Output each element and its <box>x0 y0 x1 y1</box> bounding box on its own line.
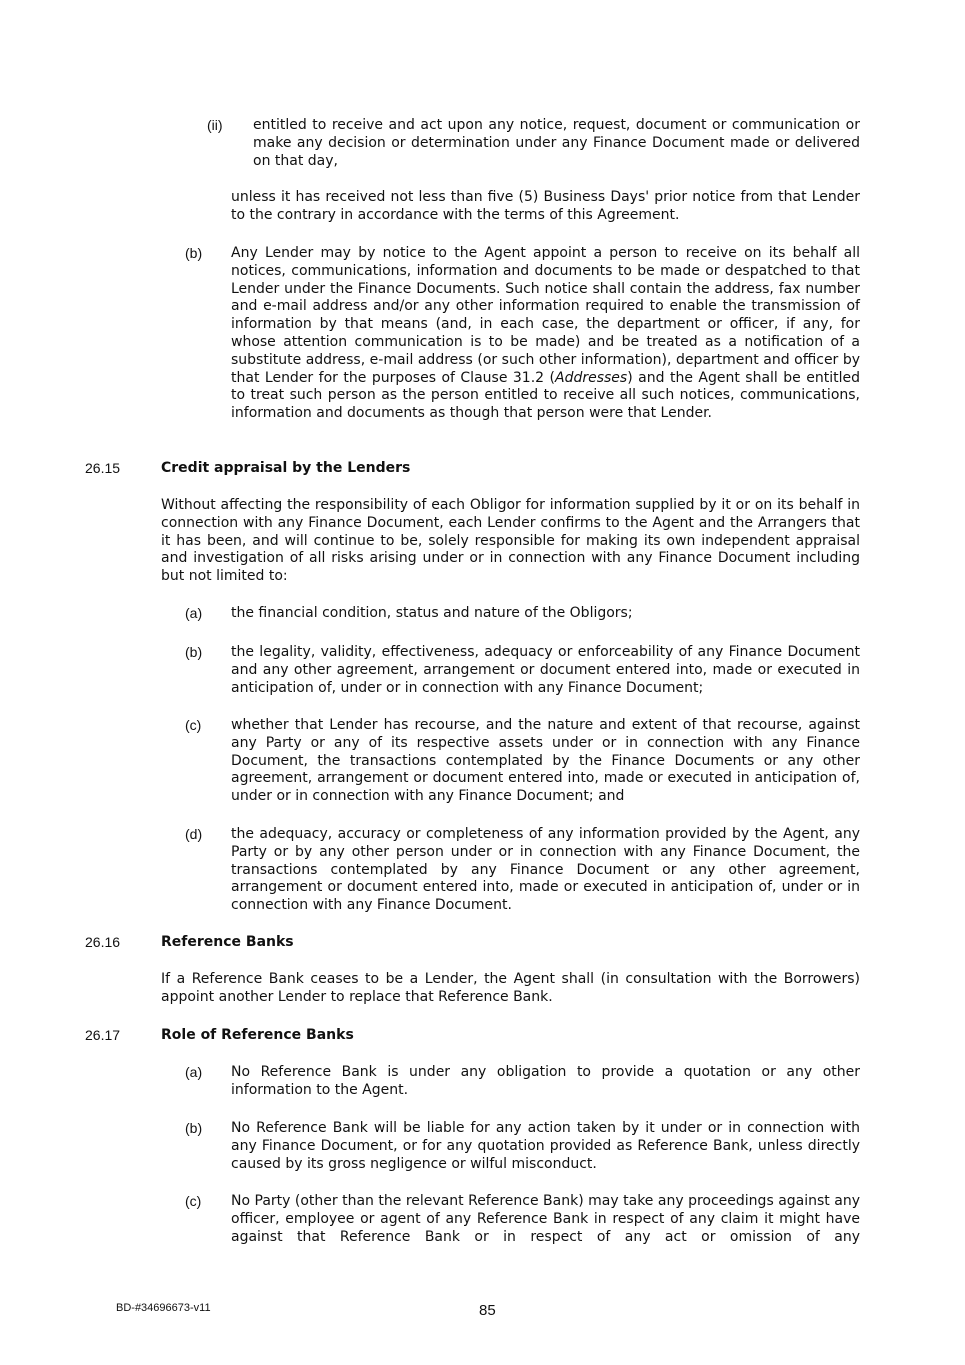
section-title-26-16: Reference Banks <box>161 934 294 950</box>
addresses-reference: Addresses <box>555 369 628 386</box>
list-item: the legality, validity, effectiveness, adequacy or enforceability of any Finance Document and any other agreement, arrangement or document entered into, made or executed in anticipation of, under or in connection with any Finance Document; <box>231 644 860 696</box>
list-marker: (c) <box>185 717 202 733</box>
section-number-26-15: 26.15 <box>85 460 121 476</box>
section-26-16-text: If a Reference Bank ceases to be a Lender, the Agent shall (in consultation with the Borrowers) appoint another Lender to replace that Reference Bank. <box>161 971 860 1005</box>
section-number-26-16: 26.16 <box>85 934 121 950</box>
item-marker-b: (b) <box>185 245 203 261</box>
list-marker: (c) <box>185 1193 202 1209</box>
item-marker-ii: (ii) <box>207 117 223 133</box>
item-ii-text: entitled to receive and act upon any notice, request, document or communication or make any decision or determination under any Finance Document made or delivered on that day, <box>253 117 860 169</box>
list-marker: (a) <box>185 605 203 621</box>
list-item: No Party (other than the relevant Reference Bank) may take any proceedings against any officer, employee or agent of any Reference Bank in respect of any claim it might have against that Reference Bank or in respect of any act or omission of any <box>231 1193 860 1245</box>
list-marker: (d) <box>185 826 203 842</box>
section-title-26-17: Role of Reference Banks <box>161 1027 354 1043</box>
list-marker: (b) <box>185 644 203 660</box>
item-b-text-part2: ) and the Agent shall be entitled to treat such person as the person entitled to receive all such notices, communications, information and documents as though that person were that Lender. <box>231 369 860 422</box>
list-item: No Reference Bank will be liable for any action taken by it under or in connection with any Finance Document, or for any quotation provided as Reference Bank, unless directly caused by its gross negligence or wilful misconduct. <box>231 1120 860 1172</box>
list-item: whether that Lender has recourse, and the nature and extent of that recourse, against any Party or any of its respective assets under or in connection with any Finance Document, the transactions contemplated by the Finance Documents or any other agreement, arrangement or document entered into, made or executed in anticipation of, under or in connection with any Finance Document; and <box>231 717 860 805</box>
document-reference: BD-#34696673-v11 <box>116 1302 211 1314</box>
section-title-26-15: Credit appraisal by the Lenders <box>161 460 411 476</box>
list-marker: (a) <box>185 1064 203 1080</box>
section-26-15-intro: Without affecting the responsibility of each Obligor for information supplied by it or on its behalf in connection with any Finance Document, each Lender confirms to the Agent and the Arrangers that it has been, and will continue to be, solely responsible for making its own independent appraisal and investigation of all risks arising under or in connection with any Finance Document including but not limited to: <box>161 497 860 585</box>
list-marker: (b) <box>185 1120 203 1136</box>
page-number: 85 <box>479 1302 496 1319</box>
item-b-text-part1: Any Lender may by notice to the Agent appoint a person to receive on its behalf all notices, communications, information and documents to be made or despatched to that Lender under the Finance Documents. Such notice shall contain the address, fax number and e-mail address and/or any other information required to enable the transmission of information by that means (and, in each case, the department or officer, if any, for whose attention communication is to be made) and be treated as a notification of a substitute address, e-mail address (or such other information), department and officer by that Lender for the purposes of Clause 31.2 ( <box>231 245 860 386</box>
section-number-26-17: 26.17 <box>85 1027 121 1043</box>
unless-paragraph: unless it has received not less than five (5) Business Days' prior notice from that Lender to the contrary in accordance with the terms of this Agreement. <box>231 189 860 223</box>
list-item: No Reference Bank is under any obligation to provide a quotation or any other information to the Agent. <box>231 1064 860 1098</box>
list-item: the adequacy, accuracy or completeness of any information provided by the Agent, any Party or by any other person under or in connection with any Finance Document, the transactions contemplated by any Finance Document or any other agreement, arrangement or document entered into, made or executed in anticipation of, under or in connection with any Finance Document. <box>231 826 860 914</box>
item-b-paragraph <box>231 245 860 423</box>
list-item: the financial condition, status and nature of the Obligors; <box>231 605 633 621</box>
